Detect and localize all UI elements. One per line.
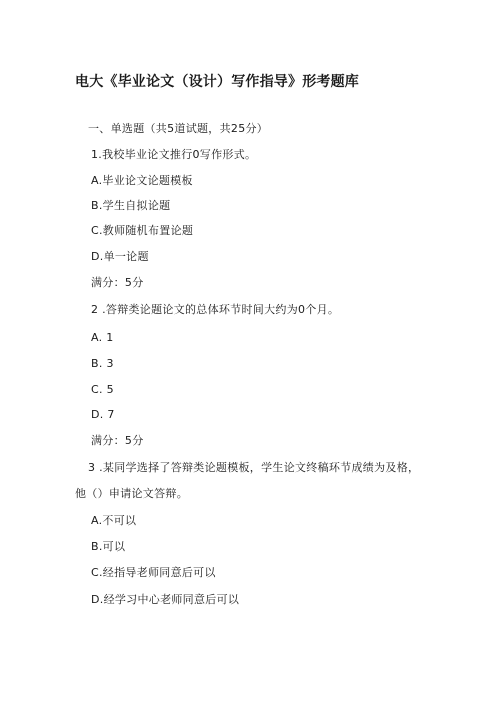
question-1-score: 满分：5分 [91, 276, 144, 289]
question-2-option-a: A. 1 [91, 331, 114, 344]
question-1-option-c: C.教师随机布置论题 [91, 224, 194, 237]
question-3-option-a: A.不可以 [91, 514, 137, 527]
question-3-option-c: C.经指导老师同意后可以 [91, 566, 216, 579]
question-2-option-d: D. 7 [91, 408, 115, 421]
question-1-option-a: A.毕业论文论题模板 [91, 174, 193, 187]
question-1-option-b: B.学生自拟论题 [91, 199, 171, 212]
question-2-option-b: B. 3 [91, 357, 114, 370]
document-title: 电大《毕业论文（设计）写作指导》形考题库 [75, 74, 359, 90]
question-3-stem-line-2: 他（）申请论文答辩。 [75, 487, 188, 500]
question-2-score: 满分：5分 [91, 434, 144, 447]
question-2-stem: 2 .答辩类论题论文的总体环节时间大约为0个月。 [91, 303, 340, 316]
question-1-stem: 1.我校毕业论文推行0写作形式。 [91, 148, 257, 161]
section-heading: 一、单选题（共5道试题，共25分） [88, 122, 269, 135]
question-3-option-b: B.可以 [91, 540, 126, 553]
question-3-option-d: D.经学习中心老师同意后可以 [91, 593, 240, 606]
question-1-option-d: D.单一论题 [91, 250, 149, 263]
question-3-stem-line-1: 3 .某同学选择了答辩类论题模板，学生论文终稿环节成绩为及格， [88, 461, 420, 474]
question-2-option-c: C. 5 [91, 383, 114, 396]
